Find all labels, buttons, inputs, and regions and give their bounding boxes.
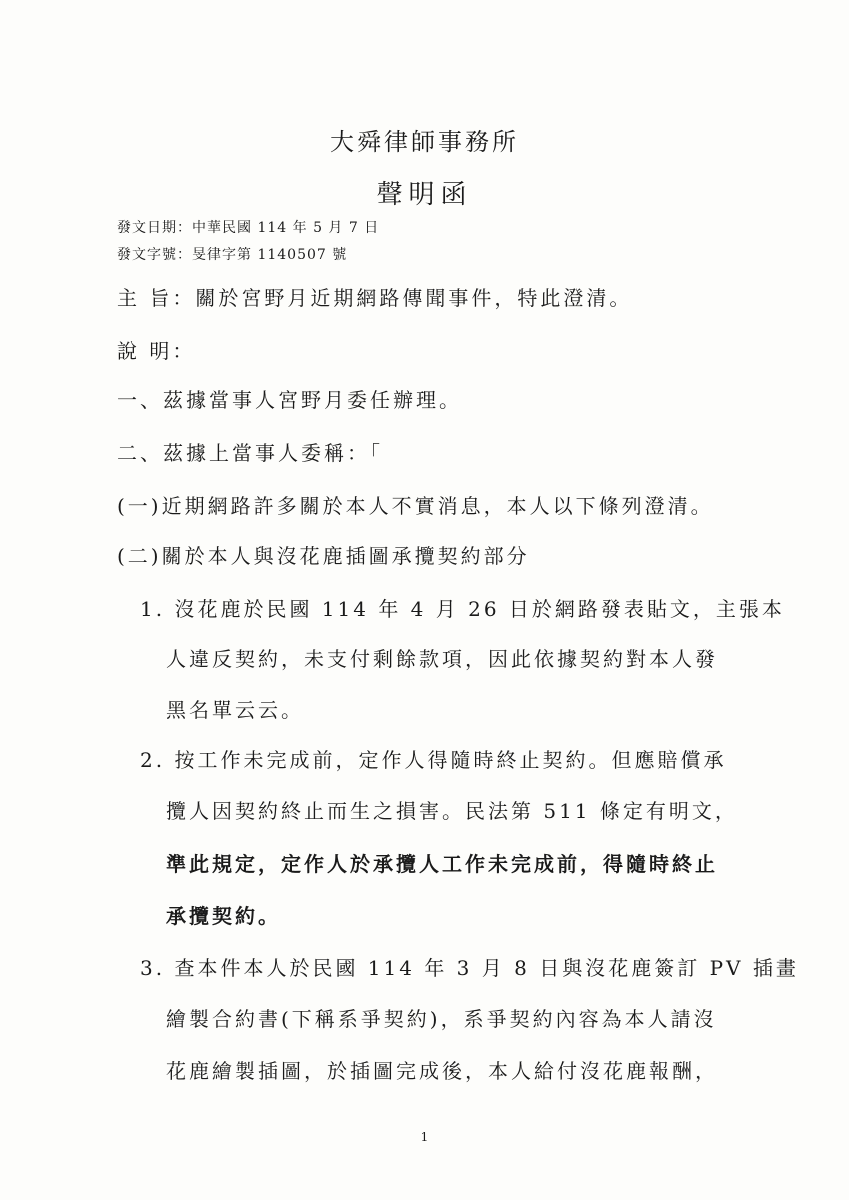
page-number: 1 [420,1130,429,1144]
point-1-line-1: 1. 沒花鹿於民國 114 年 4 月 26 日於網路發表貼文，主張本 [140,597,785,621]
reference-number: 發文字號：旻律字第 1140507 號 [117,247,348,263]
point-2-line-2: 攬人因契約終止而生之損害。民法第 511 條定有明文， [166,799,738,823]
point-3-line-2: 繪製合約書(下稱系爭契約)，系爭契約內容為本人請沒 [166,1007,717,1031]
point-1-line-2: 人違反契約，未支付剩餘款項，因此依據契約對本人發 [166,647,718,671]
point-3-line-3: 花鹿繪製插圖，於插圖完成後，本人給付沒花鹿報酬， [166,1059,718,1083]
item-two: 二、茲據上當事人委稱：「 [117,441,383,465]
law-firm-name: 大舜律師事務所 [330,128,519,156]
issue-date: 發文日期：中華民國 114 年 5 月 7 日 [117,220,380,236]
sub-item-one: (一)近期網路許多關於本人不實消息，本人以下條列澄清。 [117,494,714,518]
explanation-heading: 說 明： [117,339,196,363]
subject-line: 主 旨：關於宮野月近期網路傳聞事件，特此澄清。 [117,286,633,310]
item-one: 一、茲據當事人宮野月委任辦理。 [117,388,462,412]
point-2-line-4-bold: 承攬契約。 [166,904,281,928]
point-1-line-3: 黑名單云云。 [166,698,304,722]
sub-item-two: (二)關於本人與沒花鹿插圖承攬契約部分 [117,544,530,568]
point-2-line-1: 2. 按工作未完成前，定作人得隨時終止契約。但應賠償承 [140,748,727,772]
point-2-line-3-bold: 準此規定，定作人於承攬人工作未完成前，得隨時終止 [166,852,718,876]
point-3-line-1: 3. 查本件本人於民國 114 年 3 月 8 日與沒花鹿簽訂 PV 插畫 [140,956,799,980]
document-title: 聲明函 [376,180,473,210]
